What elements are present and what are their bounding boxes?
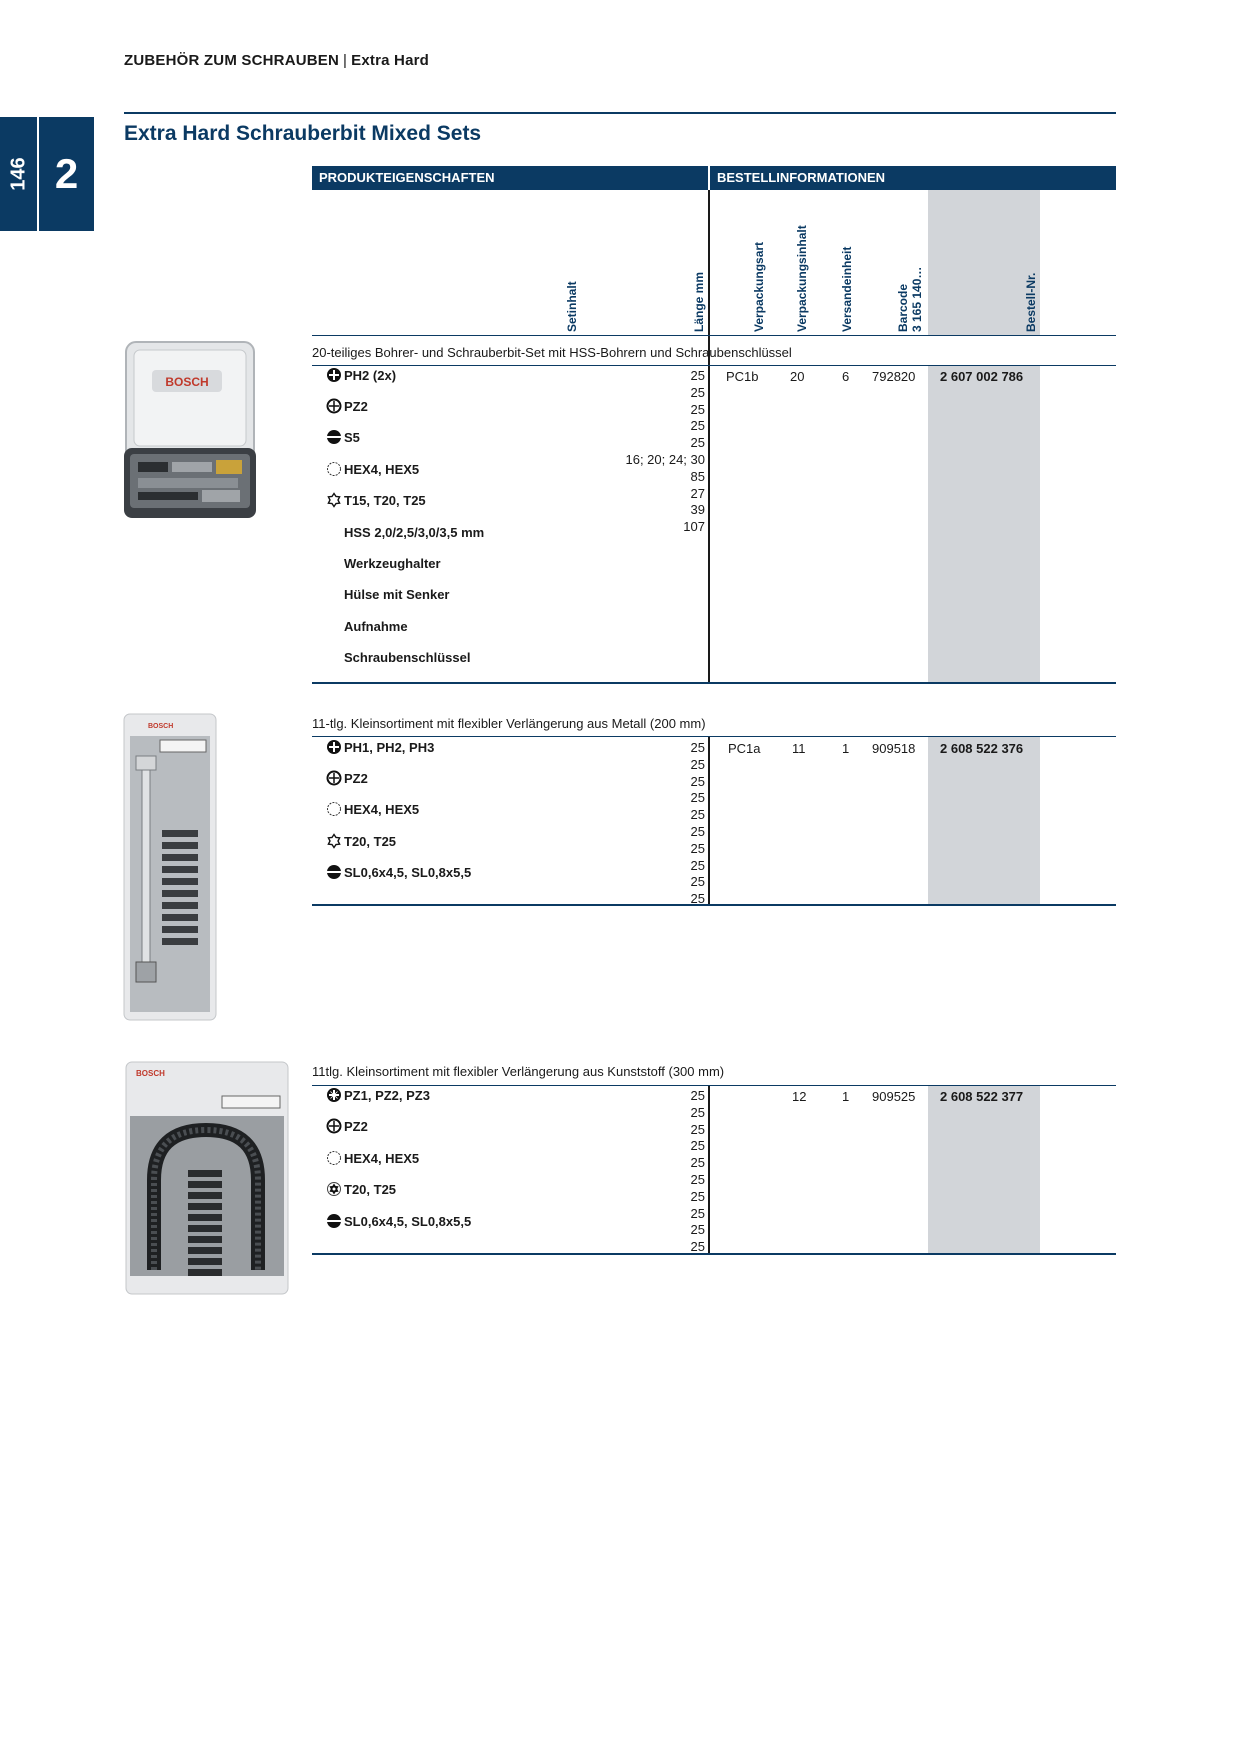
product-image-case [120,338,260,532]
phillips-icon [326,367,342,383]
length-value: 25 [690,1171,705,1187]
length-value: 25 [690,1121,705,1137]
set-item [344,555,441,571]
set-item-label: T15, T20, T25 [344,492,426,508]
column-header-versandeinheit: Versandeinheit [840,246,854,332]
set-item [344,649,470,665]
pozidriv-icon [326,1118,342,1134]
page-number: 146 [7,157,29,191]
set-item [326,1087,430,1103]
length-value: 25 [690,1155,705,1171]
column-header-setinhalt: Setinhalt [565,281,579,332]
set-item-label: T20, T25 [344,1181,397,1197]
length-value: 25 [690,1138,705,1154]
hex-icon [326,461,342,477]
section-rule [312,904,1116,906]
slotted-icon [326,864,342,880]
set-item-label: Aufnahme [344,618,408,634]
set-item-label: HEX4, HEX5 [344,461,420,477]
length-value: 27 [690,485,705,501]
versandeinheit-value: 1 [842,1089,850,1104]
blister-brand-logo: BOSCH [148,723,174,730]
page-number-box [0,117,38,231]
set-item-label: PZ2 [344,770,368,786]
set-item [326,864,471,880]
set-item [326,833,396,849]
tamper-torx-icon [326,1181,342,1197]
length-value: 25 [690,368,705,383]
length-column [545,1088,705,1256]
bestell-column-bg [928,737,1040,905]
barcode-value: 792820 [872,369,916,384]
length-value: 25 [690,790,705,806]
verpackungsinhalt-value: 12 [792,1089,807,1104]
length-value: 25 [690,1088,705,1103]
breadcrumb-sub: Extra Hard [351,52,430,69]
bestell-column-bg [928,1086,1040,1254]
set-item-label: PZ2 [344,398,368,414]
product-description: 11tlg. Kleinsortiment mit flexibler Verlängerung aus Kunststoff (300 mm) [312,1064,725,1079]
set-item [326,367,396,383]
header-bestellinformationen: BESTELLINFORMATIONEN [710,166,1116,190]
length-value: 25 [690,1222,705,1238]
bestell-column-bg [928,366,1040,683]
length-column [545,368,705,536]
verpackungsart-value: PC1b [726,369,759,384]
set-item-label: Werkzeughalter [344,555,441,571]
set-item [326,461,419,477]
set-item-label: PZ1, PZ2, PZ3 [344,1087,430,1103]
pozidriv-icon [326,398,342,414]
set-item-label: PH1, PH2, PH3 [344,739,435,755]
length-value: 16; 20; 24; 30 [625,451,705,467]
set-item [326,492,426,508]
barcode-value: 909525 [872,1089,916,1104]
set-item-label: SL0,6x4,5, SL0,8x5,5 [344,1213,472,1229]
case-brand-logo: BOSCH [165,375,209,389]
set-item [326,770,368,786]
set-item-label: Schraubenschlüssel [344,649,471,665]
length-value: 25 [690,1239,705,1255]
column-divider [708,737,710,905]
breadcrumb-section: ZUBEHÖR ZUM SCHRAUBEN [124,52,340,69]
set-item [326,739,434,755]
length-column [545,740,705,908]
set-item-label: HSS 2,0/2,5/3,0/3,5 mm [344,524,485,540]
product-image-blister-plastic [124,1060,290,1296]
verpackungsinhalt-value: 11 [792,741,806,756]
set-item [326,1118,368,1134]
hex-icon [326,1150,342,1166]
set-item-label: T20, T25 [344,833,397,849]
breadcrumb [124,52,429,69]
row-rule [312,736,1116,737]
set-item [344,618,408,634]
versandeinheit-value: 6 [842,369,850,384]
length-value: 25 [690,384,705,400]
length-value: 25 [690,891,705,907]
bestell-nr-value: 2 607 002 786 [940,369,1024,384]
row-rule [312,365,1116,366]
length-value: 25 [690,807,705,823]
chapter-number: 2 [39,117,94,231]
pozidriv-icon [326,1087,342,1103]
header-produkteigenschaften: PRODUKTEIGENSCHAFTEN [312,166,708,190]
set-item [344,586,450,602]
column-header-barcode: Barcode [896,283,910,332]
column-header-verpackungsinhalt: Verpackungsinhalt [795,225,809,332]
column-divider [708,1086,710,1254]
length-value: 25 [690,401,705,417]
bestell-nr-value: 2 608 522 376 [940,741,1024,756]
verpackungsinhalt-value: 20 [790,369,805,384]
breadcrumb-separator: | [343,52,348,69]
length-value: 39 [690,502,705,518]
length-value: 25 [690,756,705,772]
length-value: 25 [690,435,705,451]
set-item-label: PZ2 [344,1118,368,1134]
product-description: 11-tlg. Kleinsortiment mit flexibler Verlängerung aus Metall (200 mm) [312,716,706,731]
length-value: 25 [690,823,705,839]
page-title: Extra Hard Schrauberbit Mixed Sets [124,122,482,145]
column-header-barcode-prefix: 3 165 140… [910,266,924,332]
header-bottom-rule [312,335,1116,336]
length-value: 25 [690,740,705,755]
verpackungsart-value: PC1a [728,741,761,756]
set-item [326,1181,396,1197]
length-value: 25 [690,1205,705,1221]
set-item [326,1150,419,1166]
slotted-icon [326,1213,342,1229]
section-rule [312,1253,1116,1255]
set-item-label: SL0,6x4,5, SL0,8x5,5 [344,864,472,880]
set-item-label: Hülse mit Senker [344,586,450,602]
hex-icon [326,801,342,817]
length-value: 25 [690,857,705,873]
row-rule [312,1085,1116,1086]
column-header-laenge: Länge mm [692,271,706,332]
product-description: 20-teiliges Bohrer- und Schrauberbit-Set mit HSS-Bohrern und Schraubenschlüssel [312,345,792,360]
length-value: 107 [683,519,705,535]
column-header-bestell-nr: Bestell-Nr. [1024,272,1038,332]
set-item [326,429,360,445]
set-item [326,398,368,414]
torx-icon [326,492,342,508]
section-rule [312,682,1116,684]
column-divider [708,190,710,683]
length-value: 25 [690,1104,705,1120]
set-item-label: HEX4, HEX5 [344,1150,420,1166]
length-value: 25 [690,1188,705,1204]
length-value: 85 [690,468,705,484]
torx-icon [326,833,342,849]
set-item-label: S5 [344,429,360,445]
barcode-value: 909518 [872,741,916,756]
set-item-label: PH2 (2x) [344,367,397,383]
header-rule [124,112,1116,114]
bestell-nr-value: 2 608 522 377 [940,1089,1024,1104]
set-item [344,524,484,540]
set-item [326,1213,471,1229]
blister-brand-logo: BOSCH [136,1069,165,1078]
phillips-icon [326,739,342,755]
length-value: 25 [690,840,705,856]
pozidriv-icon [326,770,342,786]
chapter-tab [0,117,94,231]
set-item-label: HEX4, HEX5 [344,801,420,817]
product-image-blister-metal [122,712,218,1024]
slotted-icon [326,429,342,445]
length-value: 25 [690,418,705,434]
length-value: 25 [690,773,705,789]
versandeinheit-value: 1 [842,741,850,756]
column-header-verpackungsart: Verpackungsart [752,241,766,332]
set-item [326,801,419,817]
length-value: 25 [690,874,705,890]
